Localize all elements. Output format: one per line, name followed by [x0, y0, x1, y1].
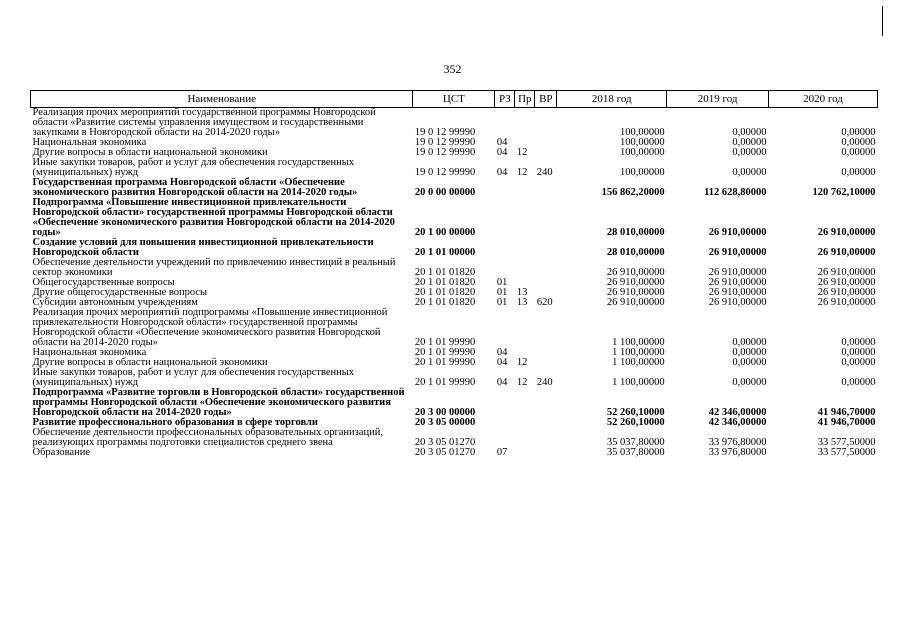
row-2018: 100,00000 — [620, 167, 665, 178]
row-2018: 28 010,00000 — [606, 247, 665, 258]
table-header-row — [31, 91, 878, 108]
table-row — [31, 448, 878, 458]
row-2018: 52 260,10000 — [606, 407, 665, 418]
row-name: Развитие профессионального образования в сфере торговли — [32, 417, 318, 428]
row-pr: 13 — [516, 297, 528, 308]
row-vr — [535, 358, 557, 368]
row-cst: 20 1 01 01820 — [414, 267, 476, 278]
row-vr — [535, 198, 557, 238]
row-name: Подпрограмма «Развитие торговли в Новгородской области» государственной программы Новгородской области «Обеспечение экономического развития Новгородской области на 2014-2020 годы» — [32, 387, 405, 418]
row-cst: 20 1 01 99990 — [414, 347, 476, 358]
row-2019: 0,00000 — [732, 377, 767, 388]
row-name: Подпрограмма «Повышение инвестиционной привлекательности Новгородской области» государственной программы Новгородской области «Обеспечение экономического развития Новгородской области на 2014-2020 годы» — [32, 197, 395, 238]
row-cst: 20 1 01 01820 — [414, 297, 476, 308]
row-2019: 0,00000 — [732, 167, 767, 178]
row-pr — [515, 238, 535, 258]
header-2019: 2019 год — [667, 91, 769, 108]
row-pr — [515, 388, 535, 418]
row-name: Иные закупки товаров, работ и услуг для обеспечения государственных (муниципальных) нужд — [32, 157, 355, 178]
header-rz: РЗ — [495, 91, 515, 108]
header-name: Наименование — [31, 91, 413, 108]
row-2019: 0,00000 — [732, 137, 767, 148]
row-rz — [495, 428, 515, 448]
header-vr: ВР — [535, 91, 557, 108]
row-name: Реализация прочих мероприятий государственной программы Новгородской области «Развитие системы управления имуществом и государственными закупками в Новгородской области на 2014-2020 годы» — [32, 107, 376, 138]
row-name: Другие вопросы в области национальной экономики — [32, 357, 268, 368]
row-pr: 12 — [516, 377, 528, 388]
row-2019: 26 910,00000 — [708, 287, 767, 298]
row-rz — [495, 108, 515, 139]
row-2020: 26 910,00000 — [817, 247, 876, 258]
row-rz — [495, 308, 515, 348]
row-2019: 33 976,80000 — [708, 437, 767, 448]
row-2019: 33 976,80000 — [708, 447, 767, 458]
row-2020: 0,00000 — [841, 167, 876, 178]
table-row — [31, 238, 878, 258]
row-2020: 26 910,00000 — [817, 287, 876, 298]
header-2020: 2020 год — [769, 91, 878, 108]
row-name: Национальная экономика — [32, 347, 147, 358]
row-2020: 41 946,70000 — [817, 407, 876, 418]
row-pr — [515, 198, 535, 238]
row-pr — [515, 418, 535, 428]
row-cst: 20 1 01 00000 — [414, 247, 476, 258]
row-2018: 26 910,00000 — [606, 287, 665, 298]
row-cst: 20 1 01 01820 — [414, 287, 476, 298]
row-2020: 120 762,10000 — [812, 187, 876, 198]
row-cst: 20 1 01 99990 — [414, 377, 476, 388]
row-name: Образование — [32, 447, 91, 458]
row-rz: 01 — [496, 297, 508, 308]
row-cst: 20 3 05 01270 — [414, 437, 476, 448]
row-cst: 20 1 01 99990 — [414, 337, 476, 348]
row-vr — [535, 418, 557, 428]
row-vr — [535, 348, 557, 358]
row-2019: 0,00000 — [732, 347, 767, 358]
row-name: Общегосударственные вопросы — [32, 277, 175, 288]
row-2018: 26 910,00000 — [606, 277, 665, 288]
row-pr — [515, 308, 535, 348]
row-cst: 20 3 05 01270 — [414, 447, 476, 458]
header-2018: 2018 год — [557, 91, 667, 108]
row-vr — [535, 258, 557, 278]
header-pr: Пр — [515, 91, 535, 108]
row-vr — [535, 388, 557, 418]
budget-table — [30, 90, 878, 458]
row-rz — [495, 418, 515, 428]
row-pr: 12 — [516, 357, 528, 368]
row-2018: 52 260,10000 — [606, 417, 665, 428]
row-vr — [535, 308, 557, 348]
row-pr: 12 — [516, 147, 528, 158]
row-name: Реализация прочих мероприятий подпрограммы «Повышение инвестиционной привлекательности Новгородской области» государственной программы Новгородской области «Обеспечение экономического развития Новгородской области на 2014-2020 годы» — [32, 307, 388, 348]
row-2020: 0,00000 — [841, 347, 876, 358]
row-cst: 20 0 00 00000 — [414, 187, 476, 198]
table-row — [31, 158, 878, 178]
row-2018: 100,00000 — [620, 127, 665, 138]
row-rz — [495, 388, 515, 418]
row-2019: 26 910,00000 — [708, 277, 767, 288]
row-2018: 26 910,00000 — [606, 267, 665, 278]
row-2019: 0,00000 — [732, 127, 767, 138]
table-row — [31, 428, 878, 448]
table-row — [31, 178, 878, 198]
row-cst: 20 1 01 99990 — [414, 357, 476, 368]
margin-mark — [882, 6, 883, 36]
row-2018: 100,00000 — [620, 137, 665, 148]
row-2018: 1 100,00000 — [612, 337, 665, 348]
row-pr: 13 — [516, 287, 528, 298]
row-2018: 35 037,80000 — [606, 437, 665, 448]
row-2020: 0,00000 — [841, 377, 876, 388]
row-2018: 156 862,20000 — [601, 187, 665, 198]
row-rz: 04 — [496, 137, 508, 148]
row-rz — [495, 238, 515, 258]
row-2019: 26 910,00000 — [708, 297, 767, 308]
row-2020: 33 577,50000 — [817, 437, 876, 448]
row-2018: 35 037,80000 — [606, 447, 665, 458]
row-2019: 0,00000 — [732, 337, 767, 348]
row-rz: 04 — [496, 347, 508, 358]
row-2020: 33 577,50000 — [817, 447, 876, 458]
row-vr — [535, 138, 557, 148]
row-cst: 20 3 00 00000 — [414, 407, 476, 418]
row-pr — [515, 448, 535, 458]
row-vr: 240 — [536, 167, 553, 178]
row-2018: 100,00000 — [620, 147, 665, 158]
row-2020: 0,00000 — [841, 127, 876, 138]
row-name: Иные закупки товаров, работ и услуг для обеспечения государственных (муниципальных) нужд — [32, 367, 355, 388]
row-rz: 04 — [496, 167, 508, 178]
row-2020: 26 910,00000 — [817, 297, 876, 308]
row-2019: 42 346,00000 — [708, 417, 767, 428]
row-cst: 19 0 12 99990 — [414, 137, 476, 148]
header-cst: ЦСТ — [413, 91, 495, 108]
row-rz: 01 — [496, 277, 508, 288]
row-vr — [535, 428, 557, 448]
row-rz: 01 — [496, 287, 508, 298]
row-2019: 26 910,00000 — [708, 267, 767, 278]
row-2020: 0,00000 — [841, 137, 876, 148]
table-row — [31, 258, 878, 278]
row-rz: 04 — [496, 147, 508, 158]
row-cst: 19 0 12 99990 — [414, 167, 476, 178]
row-name: Другие общегосударственные вопросы — [32, 287, 208, 298]
row-2018: 28 010,00000 — [606, 227, 665, 238]
row-rz: 07 — [496, 447, 508, 458]
row-2019: 26 910,00000 — [708, 227, 767, 238]
row-vr — [535, 448, 557, 458]
row-name: Другие вопросы в области национальной экономики — [32, 147, 268, 158]
row-2020: 26 910,00000 — [817, 227, 876, 238]
row-2020: 0,00000 — [841, 357, 876, 368]
row-2020: 0,00000 — [841, 147, 876, 158]
row-cst: 19 0 12 99990 — [414, 147, 476, 158]
row-name: Обеспечение деятельности профессиональных образовательных организаций, реализующих программы подготовки специалистов среднего звена — [32, 427, 383, 448]
table-row — [31, 108, 878, 139]
row-2020: 26 910,00000 — [817, 267, 876, 278]
row-name: Национальная экономика — [32, 137, 147, 148]
row-2019: 0,00000 — [732, 357, 767, 368]
table-row — [31, 308, 878, 348]
row-rz: 04 — [496, 357, 508, 368]
row-vr: 240 — [536, 377, 553, 388]
row-2020: 41 946,70000 — [817, 417, 876, 428]
row-2019: 112 628,80000 — [704, 187, 767, 198]
row-vr — [535, 178, 557, 198]
row-vr: 620 — [536, 297, 553, 308]
row-cst: 19 0 12 99990 — [414, 127, 476, 138]
row-rz — [495, 178, 515, 198]
row-vr — [535, 238, 557, 258]
row-pr — [515, 428, 535, 448]
row-2018: 26 910,00000 — [606, 297, 665, 308]
row-rz — [495, 198, 515, 238]
table-body — [31, 108, 878, 459]
row-vr — [535, 278, 557, 288]
row-pr — [515, 258, 535, 278]
row-2018: 1 100,00000 — [612, 377, 665, 388]
page-number: 352 — [443, 62, 462, 76]
row-pr — [515, 108, 535, 139]
row-pr — [515, 178, 535, 198]
row-vr — [535, 108, 557, 139]
row-vr — [535, 148, 557, 158]
row-2020: 0,00000 — [841, 337, 876, 348]
row-2019: 26 910,00000 — [708, 247, 767, 258]
row-2019: 42 346,00000 — [708, 407, 767, 418]
row-name: Создание условий для повышения инвестиционной привлекательности Новгородской области — [32, 237, 374, 258]
row-2018: 1 100,00000 — [612, 347, 665, 358]
row-rz: 04 — [496, 377, 508, 388]
row-cst: 20 1 00 00000 — [414, 227, 476, 238]
row-name: Государственная программа Новгородской области «Обеспечение экономического развития Новгородской области на 2014-2020 годы» — [32, 177, 358, 198]
row-name: Субсидии автономным учреждениям — [32, 297, 198, 308]
row-cst: 20 1 01 01820 — [414, 277, 476, 288]
row-2019: 0,00000 — [732, 147, 767, 158]
row-2020: 26 910,00000 — [817, 277, 876, 288]
table-row — [31, 198, 878, 238]
table-row — [31, 388, 878, 418]
row-cst: 20 3 05 00000 — [414, 417, 476, 428]
row-pr: 12 — [516, 167, 528, 178]
row-rz — [495, 258, 515, 278]
row-2018: 1 100,00000 — [612, 357, 665, 368]
table-row — [31, 368, 878, 388]
row-name: Обеспечение деятельности учреждений по привлечению инвестиций в реальный сектор экономики — [32, 257, 396, 278]
